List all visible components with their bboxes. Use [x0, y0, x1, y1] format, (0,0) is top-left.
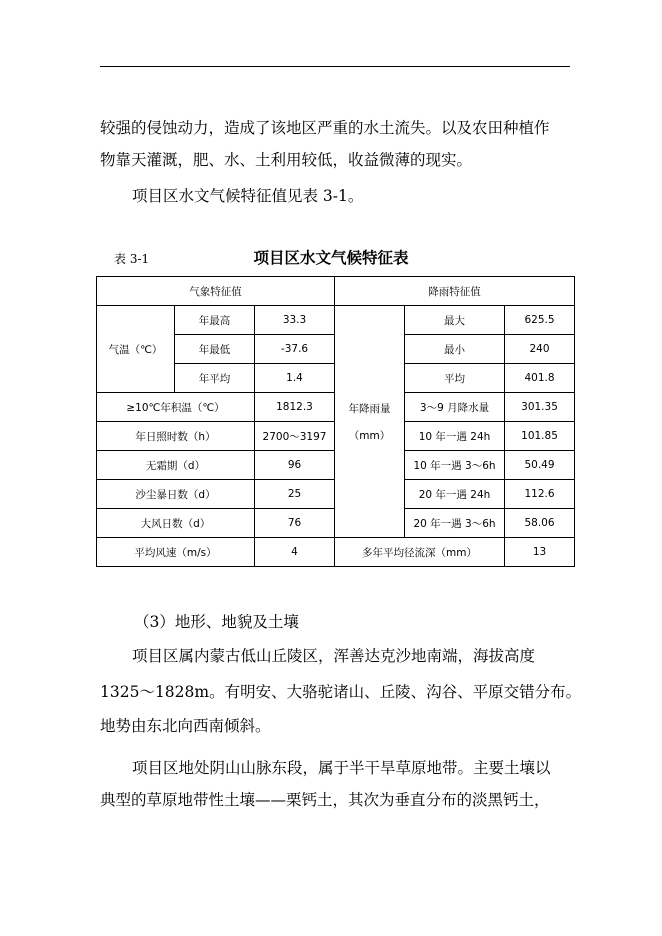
- header-rainfall: 降雨特征值: [335, 277, 575, 306]
- cell-label: ≥10℃年积温（℃）: [97, 393, 255, 422]
- cell-sub-label: 年平均: [175, 364, 255, 393]
- cell-rain-value: 240: [505, 335, 575, 364]
- cell-rain-label: 20 年一遇 3～6h: [405, 509, 505, 538]
- cell-rain-label: 10 年一遇 3～6h: [405, 451, 505, 480]
- cell-rain-value: 58.06: [505, 509, 575, 538]
- section-p2-line-1: 项目区地处阴山山脉东段，属于半干旱草原地带。主要土壤以: [132, 759, 551, 777]
- cell-value: 2700～3197: [255, 422, 335, 451]
- cell-rain-value: 401.8: [505, 364, 575, 393]
- section-p1-line-2: 1325～1828m。有明安、大骆驼诸山、丘陵、沟谷、平原交错分布。: [100, 683, 582, 701]
- cell-label: 无霜期（d）: [97, 451, 255, 480]
- cell-value: 4: [255, 538, 335, 567]
- cell-rain-value: 625.5: [505, 306, 575, 335]
- table-title: 项目区水文气候特征表: [253, 249, 409, 267]
- cell-label: 沙尘暴日数（d）: [97, 480, 255, 509]
- rain-group-line-1: 年降雨量: [348, 402, 391, 415]
- intro-line-2: 物靠天灌溉，肥、水、土利用较低，收益微薄的现实。: [100, 151, 473, 169]
- cell-value: 76: [255, 509, 335, 538]
- intro-line-3: 项目区水文气候特征值见表 3-1。: [132, 187, 364, 205]
- cell-rain-label: 平均: [405, 364, 505, 393]
- rain-group-label: [335, 306, 405, 538]
- cell-value: 96: [255, 451, 335, 480]
- cell-rain-value: 50.49: [505, 451, 575, 480]
- cell-rain-label: 20 年一遇 24h: [405, 480, 505, 509]
- section-p1-line-1: 项目区属内蒙古低山丘陵区，浑善达克沙地南端，海拔高度: [132, 647, 536, 665]
- cell-value: -37.6: [255, 335, 335, 364]
- cell-rain-label: 10 年一遇 24h: [405, 422, 505, 451]
- climate-table: [96, 276, 575, 567]
- cell-label: 大风日数（d）: [97, 509, 255, 538]
- table-number: 表 3-1: [114, 252, 150, 266]
- section-heading: （3）地形、地貌及土壤: [134, 613, 299, 631]
- header-meteorological: 气象特征值: [97, 277, 335, 306]
- cell-rain-label: 3～9 月降水量: [405, 393, 505, 422]
- cell-rain-label: 最小: [405, 335, 505, 364]
- cell-label: 平均风速（m/s）: [97, 538, 255, 567]
- cell-label: 年日照时数（h）: [97, 422, 255, 451]
- cell-sub-label: 年最高: [175, 306, 255, 335]
- table-row: [97, 538, 575, 567]
- cell-rain-value: 112.6: [505, 480, 575, 509]
- cell-rain-label: 多年平均径流深（mm）: [335, 538, 505, 567]
- cell-rain-value: 301.35: [505, 393, 575, 422]
- cell-value: 25: [255, 480, 335, 509]
- table-header-row: [97, 277, 575, 306]
- cell-value: 1.4: [255, 364, 335, 393]
- header-rule: [100, 66, 570, 67]
- cell-value: 1812.3: [255, 393, 335, 422]
- cell-rain-label: 最大: [405, 306, 505, 335]
- section-p2-line-2: 典型的草原地带性土壤——栗钙土，其次为垂直分布的淡黑钙土，: [100, 791, 550, 809]
- cell-sub-label: 年最低: [175, 335, 255, 364]
- table-row: [97, 306, 575, 335]
- cell-rain-value: 13: [505, 538, 575, 567]
- cell-value: 33.3: [255, 306, 335, 335]
- temp-label: 气温（℃）: [97, 306, 175, 393]
- rain-group-line-2: （mm）: [348, 429, 391, 442]
- intro-line-1: 较强的侵蚀动力，造成了该地区严重的水土流失。以及农田种植作: [100, 119, 550, 137]
- section-p1-line-3: 地势由东北向西南倾斜。: [100, 717, 271, 735]
- cell-rain-value: 101.85: [505, 422, 575, 451]
